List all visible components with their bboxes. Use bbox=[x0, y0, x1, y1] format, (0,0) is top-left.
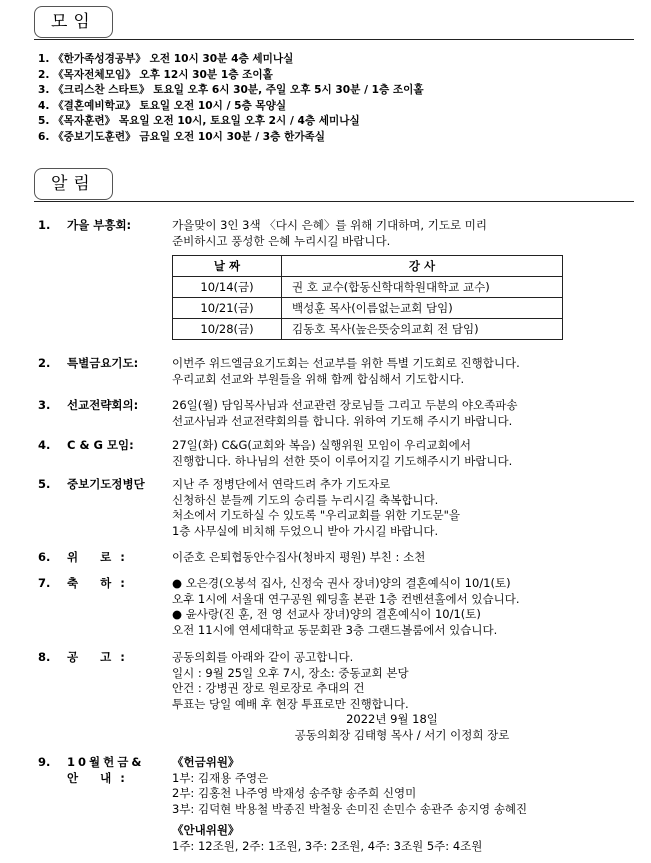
notice-label: 중보기도정병단 bbox=[67, 477, 145, 491]
notice-body bbox=[172, 576, 519, 638]
meeting-item: 2. 《목자전체모임》 오후 12시 30분 1층 조이홀 bbox=[38, 68, 273, 81]
notice-line: 안건 : 강병권 장로 원로장로 추대의 건 bbox=[172, 681, 365, 695]
notice-line: 이준호 은퇴협동안수집사(청바지 평원) 부친 : 소천 bbox=[172, 550, 426, 564]
notice-label: 가을 부흥회: bbox=[67, 218, 132, 232]
date-cell: 10/21(금) bbox=[173, 298, 282, 319]
table-row bbox=[173, 319, 563, 340]
meeting-item: 6. 《중보기도훈련》 금요일 오전 10시 30분 / 3층 한가족실 bbox=[38, 130, 326, 143]
date-cell: 10/14(금) bbox=[173, 277, 282, 298]
notice-body bbox=[172, 550, 425, 566]
table-row bbox=[173, 298, 563, 319]
notice-body bbox=[172, 477, 460, 539]
notice-label: C & G 모임: bbox=[67, 438, 134, 452]
notice-line: 우리교회 선교와 부원들을 위해 함께 합심해서 기도합시다. bbox=[172, 371, 465, 386]
meetings-list bbox=[38, 52, 424, 146]
speaker-cell: 김동호 목사(높은뜻숭의교회 전 담임) bbox=[282, 319, 563, 340]
notice-line: ● 오은경(오봉석 집사, 신정숙 권사 장녀)양의 결혼예식이 10/1(토) bbox=[172, 576, 511, 590]
notice-number: 5. bbox=[38, 477, 51, 491]
date-header: 날 짜 bbox=[173, 256, 282, 277]
notice-line: 1층 사무실에 비치해 두었으니 받아 가시길 바랍니다. bbox=[172, 523, 439, 538]
announcement-date: 2022년 9월 18일 bbox=[346, 712, 438, 726]
speaker-cell: 백성훈 목사(이름없는교회 담임) bbox=[282, 298, 563, 319]
notice-line: 26일(월) 담임목사님과 선교관련 장로님들 그리고 두분의 야오족파송 bbox=[172, 398, 518, 412]
section-divider bbox=[34, 201, 634, 202]
notice-body bbox=[172, 438, 512, 469]
notice-line: 오후 1시에 서울대 연구공원 웨딩홀 본관 1층 컨벤션홀에서 있습니다. bbox=[172, 591, 520, 606]
notice-number: 6. bbox=[38, 550, 51, 564]
notices-section-header bbox=[34, 168, 634, 202]
notice-label: 선교전략회의: bbox=[67, 398, 139, 412]
meeting-item: 3. 《크리스찬 스타트》 토요일 오후 6시 30분, 주일 오후 5시 30분 / 1층 조이홀 bbox=[38, 84, 424, 97]
notice-number: 7. bbox=[38, 576, 51, 590]
notices-section-title: 알림 bbox=[34, 168, 113, 200]
notice-number: 4. bbox=[38, 438, 51, 452]
notice-body bbox=[172, 398, 517, 429]
speaker-cell: 권 호 교수(합동신학대학원대학교 교수) bbox=[282, 277, 563, 298]
notice-line: 일시 : 9월 25일 오후 7시, 장소: 중동교회 본당 bbox=[172, 665, 409, 680]
notice-line: 신청하신 분들께 기도의 승리를 누리시길 축복합니다. bbox=[172, 492, 439, 507]
notice-body bbox=[172, 650, 612, 743]
notice-line: 1주: 12조원, 2주: 1조원, 3주: 2조원, 4주: 3조원 5주: 4조원 bbox=[172, 838, 483, 853]
usher-committee-title: 《안내위원》 bbox=[172, 823, 240, 837]
meetings-section-header bbox=[34, 6, 634, 40]
notice-label: 10월헌금& bbox=[67, 755, 145, 769]
notice-line: 3부: 김덕현 박용철 박종진 박철웅 손미진 손민수 송관주 송지영 송혜진 bbox=[172, 801, 528, 816]
notice-line: 오전 11시에 연세대학교 동문회관 3층 그랜드볼룸에서 있습니다. bbox=[172, 622, 498, 637]
revival-speakers-table bbox=[172, 255, 563, 340]
notice-line: 가을맞이 3인 3색 〈다시 은혜〉를 위해 기대하며, 기도로 미리 bbox=[172, 218, 487, 232]
offering-committee-title: 《헌금위원》 bbox=[172, 755, 240, 769]
notice-line: 공동의회를 아래와 같이 공고합니다. bbox=[172, 650, 354, 664]
notice-line: 준비하시고 풍성한 은혜 누리시길 바랍니다. bbox=[172, 233, 391, 248]
notice-line: 27일(화) C&G(교회와 복음) 실행위원 모임이 우리교회에서 bbox=[172, 438, 471, 452]
notice-number: 2. bbox=[38, 356, 51, 370]
section-divider bbox=[34, 39, 634, 40]
meeting-item: 1. 《한가족성경공부》 오전 10시 30분 4층 세미나실 bbox=[38, 53, 294, 65]
notice-line: 투표는 당일 예배 후 현장 투표로만 진행합니다. bbox=[172, 696, 409, 711]
notice-line: 2부: 김홍천 나주영 박재성 송주향 송주희 신영미 bbox=[172, 786, 417, 800]
notice-line: ● 윤사랑(진 훈, 전 영 선교사 장녀)양의 결혼예식이 10/1(토) bbox=[172, 607, 481, 621]
announcement-signer: 공동의회장 김태형 목사 / 서기 이정희 장로 bbox=[294, 727, 510, 742]
notice-number: 3. bbox=[38, 398, 51, 412]
notice-line: 선교사님과 선교전략회의를 합니다. 위하여 기도해 주시기 바랍니다. bbox=[172, 413, 513, 428]
notice-number: 1. bbox=[38, 218, 51, 232]
notice-body bbox=[172, 218, 487, 249]
notice-label: 공 고: bbox=[67, 650, 134, 664]
meeting-item: 4. 《결혼예비학교》 토요일 오전 10시 / 5층 목양실 bbox=[38, 99, 287, 112]
table-header-row bbox=[173, 256, 563, 277]
notice-label-line2: 안 내: bbox=[67, 770, 134, 785]
notice-label: 축 하: bbox=[67, 576, 134, 590]
notice-line: 지난 주 정병단에서 연락드려 추가 기도자로 bbox=[172, 477, 391, 491]
notice-number: 9. bbox=[38, 755, 51, 769]
notice-label: 위 로: bbox=[67, 550, 134, 564]
speaker-header: 강 사 bbox=[282, 256, 563, 277]
notice-line: 1부: 김재용 주영은 bbox=[172, 770, 269, 785]
notice-label: 특별금요기도: bbox=[67, 356, 139, 370]
date-cell: 10/28(금) bbox=[173, 319, 282, 340]
notice-line: 진행합니다. 하나님의 선한 뜻이 이루어지길 기도해주시기 바랍니다. bbox=[172, 453, 513, 468]
meeting-item: 5. 《목자훈련》 목요일 오전 10시, 토요일 오후 2시 / 4층 세미나실 bbox=[38, 115, 360, 128]
notice-body bbox=[172, 755, 527, 854]
notice-body bbox=[172, 356, 520, 387]
table-row bbox=[173, 277, 563, 298]
meetings-section-title: 모임 bbox=[34, 6, 113, 38]
notice-line: 이번주 위드엘금요기도회는 선교부를 위한 특별 기도회로 진행합니다. bbox=[172, 356, 520, 370]
notice-line: 처소에서 기도하실 수 있도록 "우리교회를 위한 기도문"을 bbox=[172, 508, 461, 522]
notice-number: 8. bbox=[38, 650, 51, 664]
